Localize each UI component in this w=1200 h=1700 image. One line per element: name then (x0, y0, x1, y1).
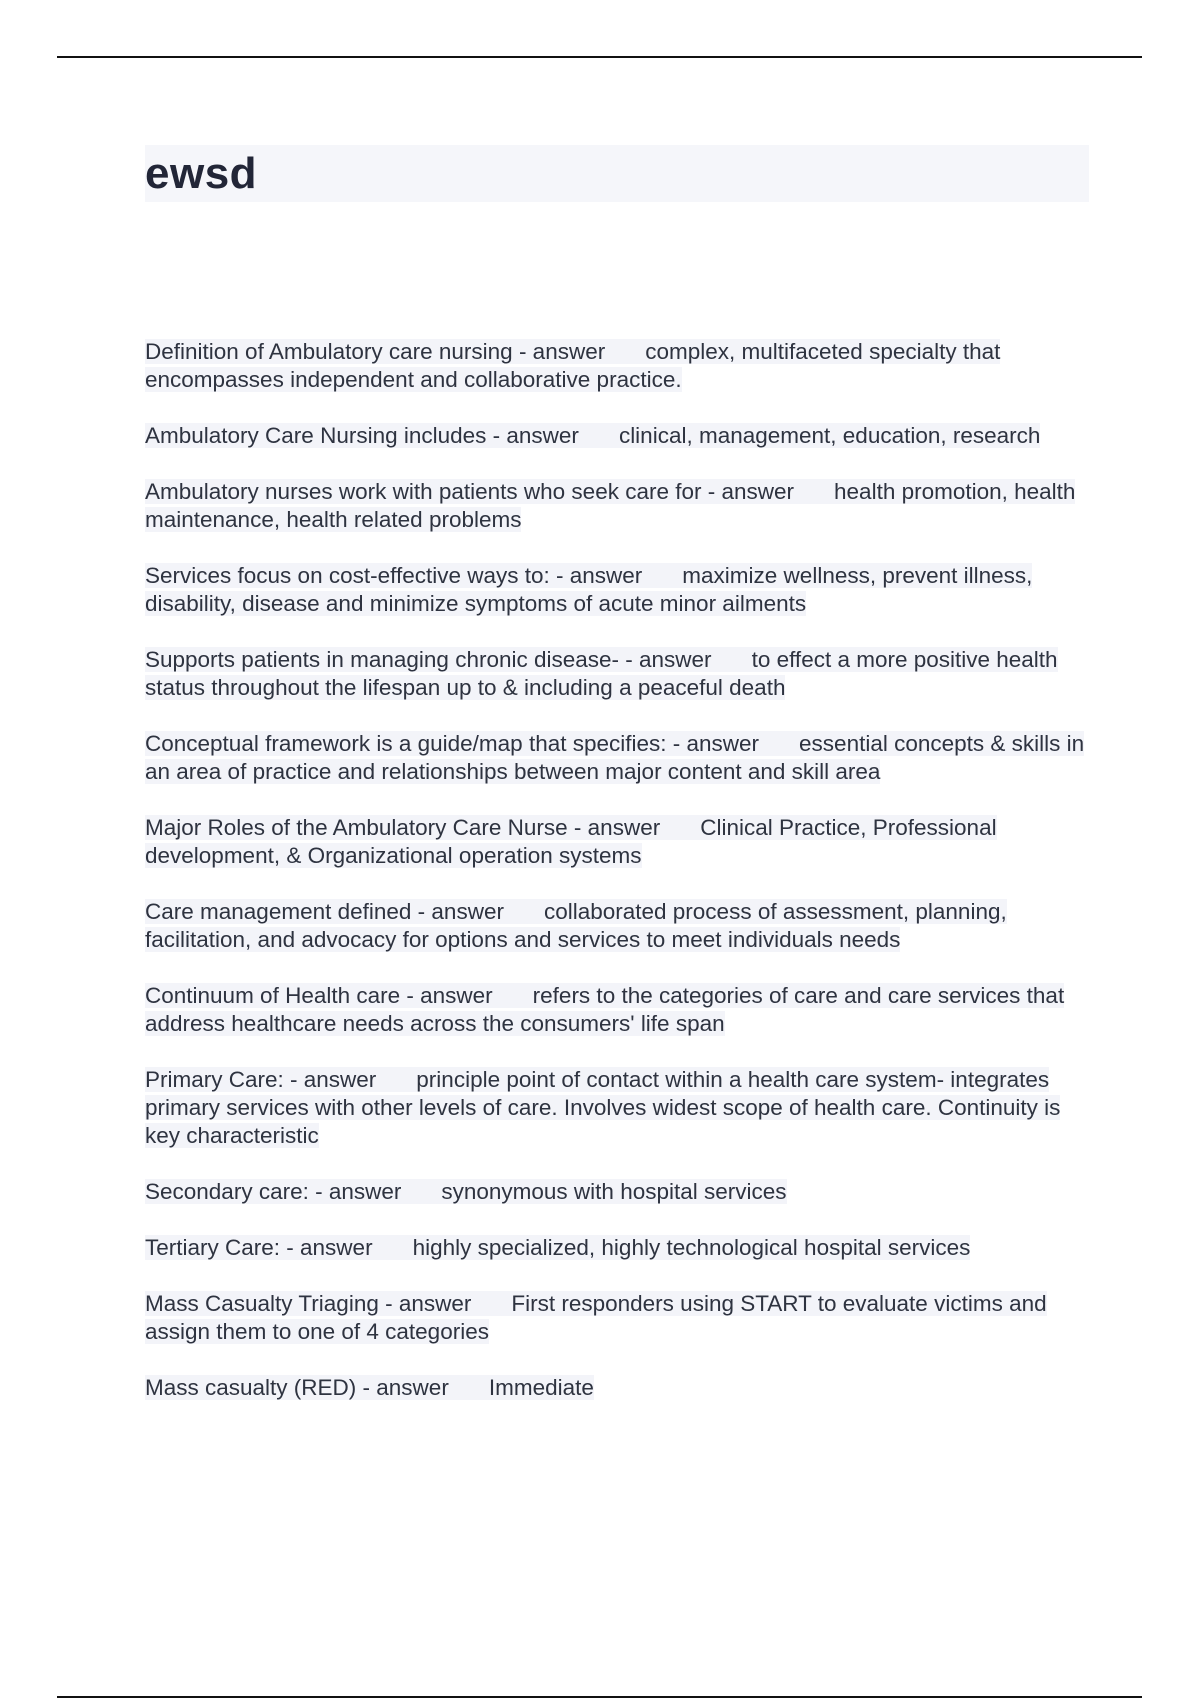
qa-item (145, 730, 1095, 786)
qa-question: Services focus on cost-effective ways to: - answer (145, 563, 643, 588)
bottom-rule (57, 1696, 1142, 1698)
document-title: ewsd (145, 149, 258, 198)
qa-answer: essential concepts & skills in an area of practice and relationships between major content and skill area (145, 731, 1085, 784)
qa-answer: highly specialized, highly technological hospital services (412, 1235, 971, 1260)
qa-item (145, 1234, 1095, 1262)
qa-answer: Clinical Practice, Professional development, & Organizational operation systems (145, 815, 997, 868)
qa-item (145, 338, 1095, 394)
qa-answer: to effect a more positive health status throughout the lifespan up to & including a peaceful death (145, 647, 1058, 700)
top-rule (57, 56, 1142, 58)
qa-question: Major Roles of the Ambulatory Care Nurse - answer (145, 815, 661, 840)
qa-answer: health promotion, health maintenance, health related problems (145, 479, 1076, 532)
qa-question: Mass casualty (RED) - answer (145, 1375, 449, 1400)
qa-item (145, 1066, 1095, 1150)
qa-item (145, 1178, 1095, 1206)
qa-question: Mass Casualty Triaging - answer (145, 1291, 472, 1316)
qa-answer: synonymous with hospital services (441, 1179, 787, 1204)
qa-question: Supports patients in managing chronic disease- - answer (145, 647, 712, 672)
title-highlight (145, 145, 1089, 202)
qa-question: Ambulatory Care Nursing includes - answer (145, 423, 579, 448)
qa-question: Tertiary Care: - answer (145, 1235, 373, 1260)
qa-question: Primary Care: - answer (145, 1067, 377, 1092)
qa-question: Care management defined - answer (145, 899, 504, 924)
qa-answer: clinical, management, education, research (618, 423, 1041, 448)
qa-question: Ambulatory nurses work with patients who seek care for - answer (145, 479, 795, 504)
qa-item (145, 1290, 1095, 1346)
qa-answer: complex, multifaceted specialty that encompasses independent and collaborative practice. (145, 339, 1001, 392)
qa-item (145, 478, 1095, 534)
qa-item (145, 422, 1095, 450)
qa-answer: principle point of contact within a health care system- integrates primary services with other levels of care. Involves widest scope of health care. Continuity is key characteristic (145, 1067, 1061, 1148)
qa-item (145, 814, 1095, 870)
qa-item (145, 982, 1095, 1038)
qa-question: Conceptual framework is a guide/map that specifies: - answer (145, 731, 760, 756)
qa-question: Definition of Ambulatory care nursing - answer (145, 339, 606, 364)
qa-answer: collaborated process of assessment, planning, facilitation, and advocacy for options and services to meet individuals needs (145, 899, 1007, 952)
qa-item (145, 562, 1095, 618)
qa-answer: refers to the categories of care and care services that address healthcare needs across the consumers' life span (145, 983, 1065, 1036)
qa-answer: First responders using START to evaluate victims and assign them to one of 4 categories (145, 1291, 1047, 1344)
qa-item (145, 646, 1095, 702)
qa-list (145, 338, 1095, 1430)
qa-item (145, 898, 1095, 954)
qa-answer: Immediate (488, 1375, 594, 1400)
qa-answer: maximize wellness, prevent illness, disability, disease and minimize symptoms of acute minor ailments (145, 563, 1033, 616)
qa-item (145, 1374, 1095, 1402)
qa-question: Continuum of Health care - answer (145, 983, 493, 1008)
qa-question: Secondary care: - answer (145, 1179, 402, 1204)
